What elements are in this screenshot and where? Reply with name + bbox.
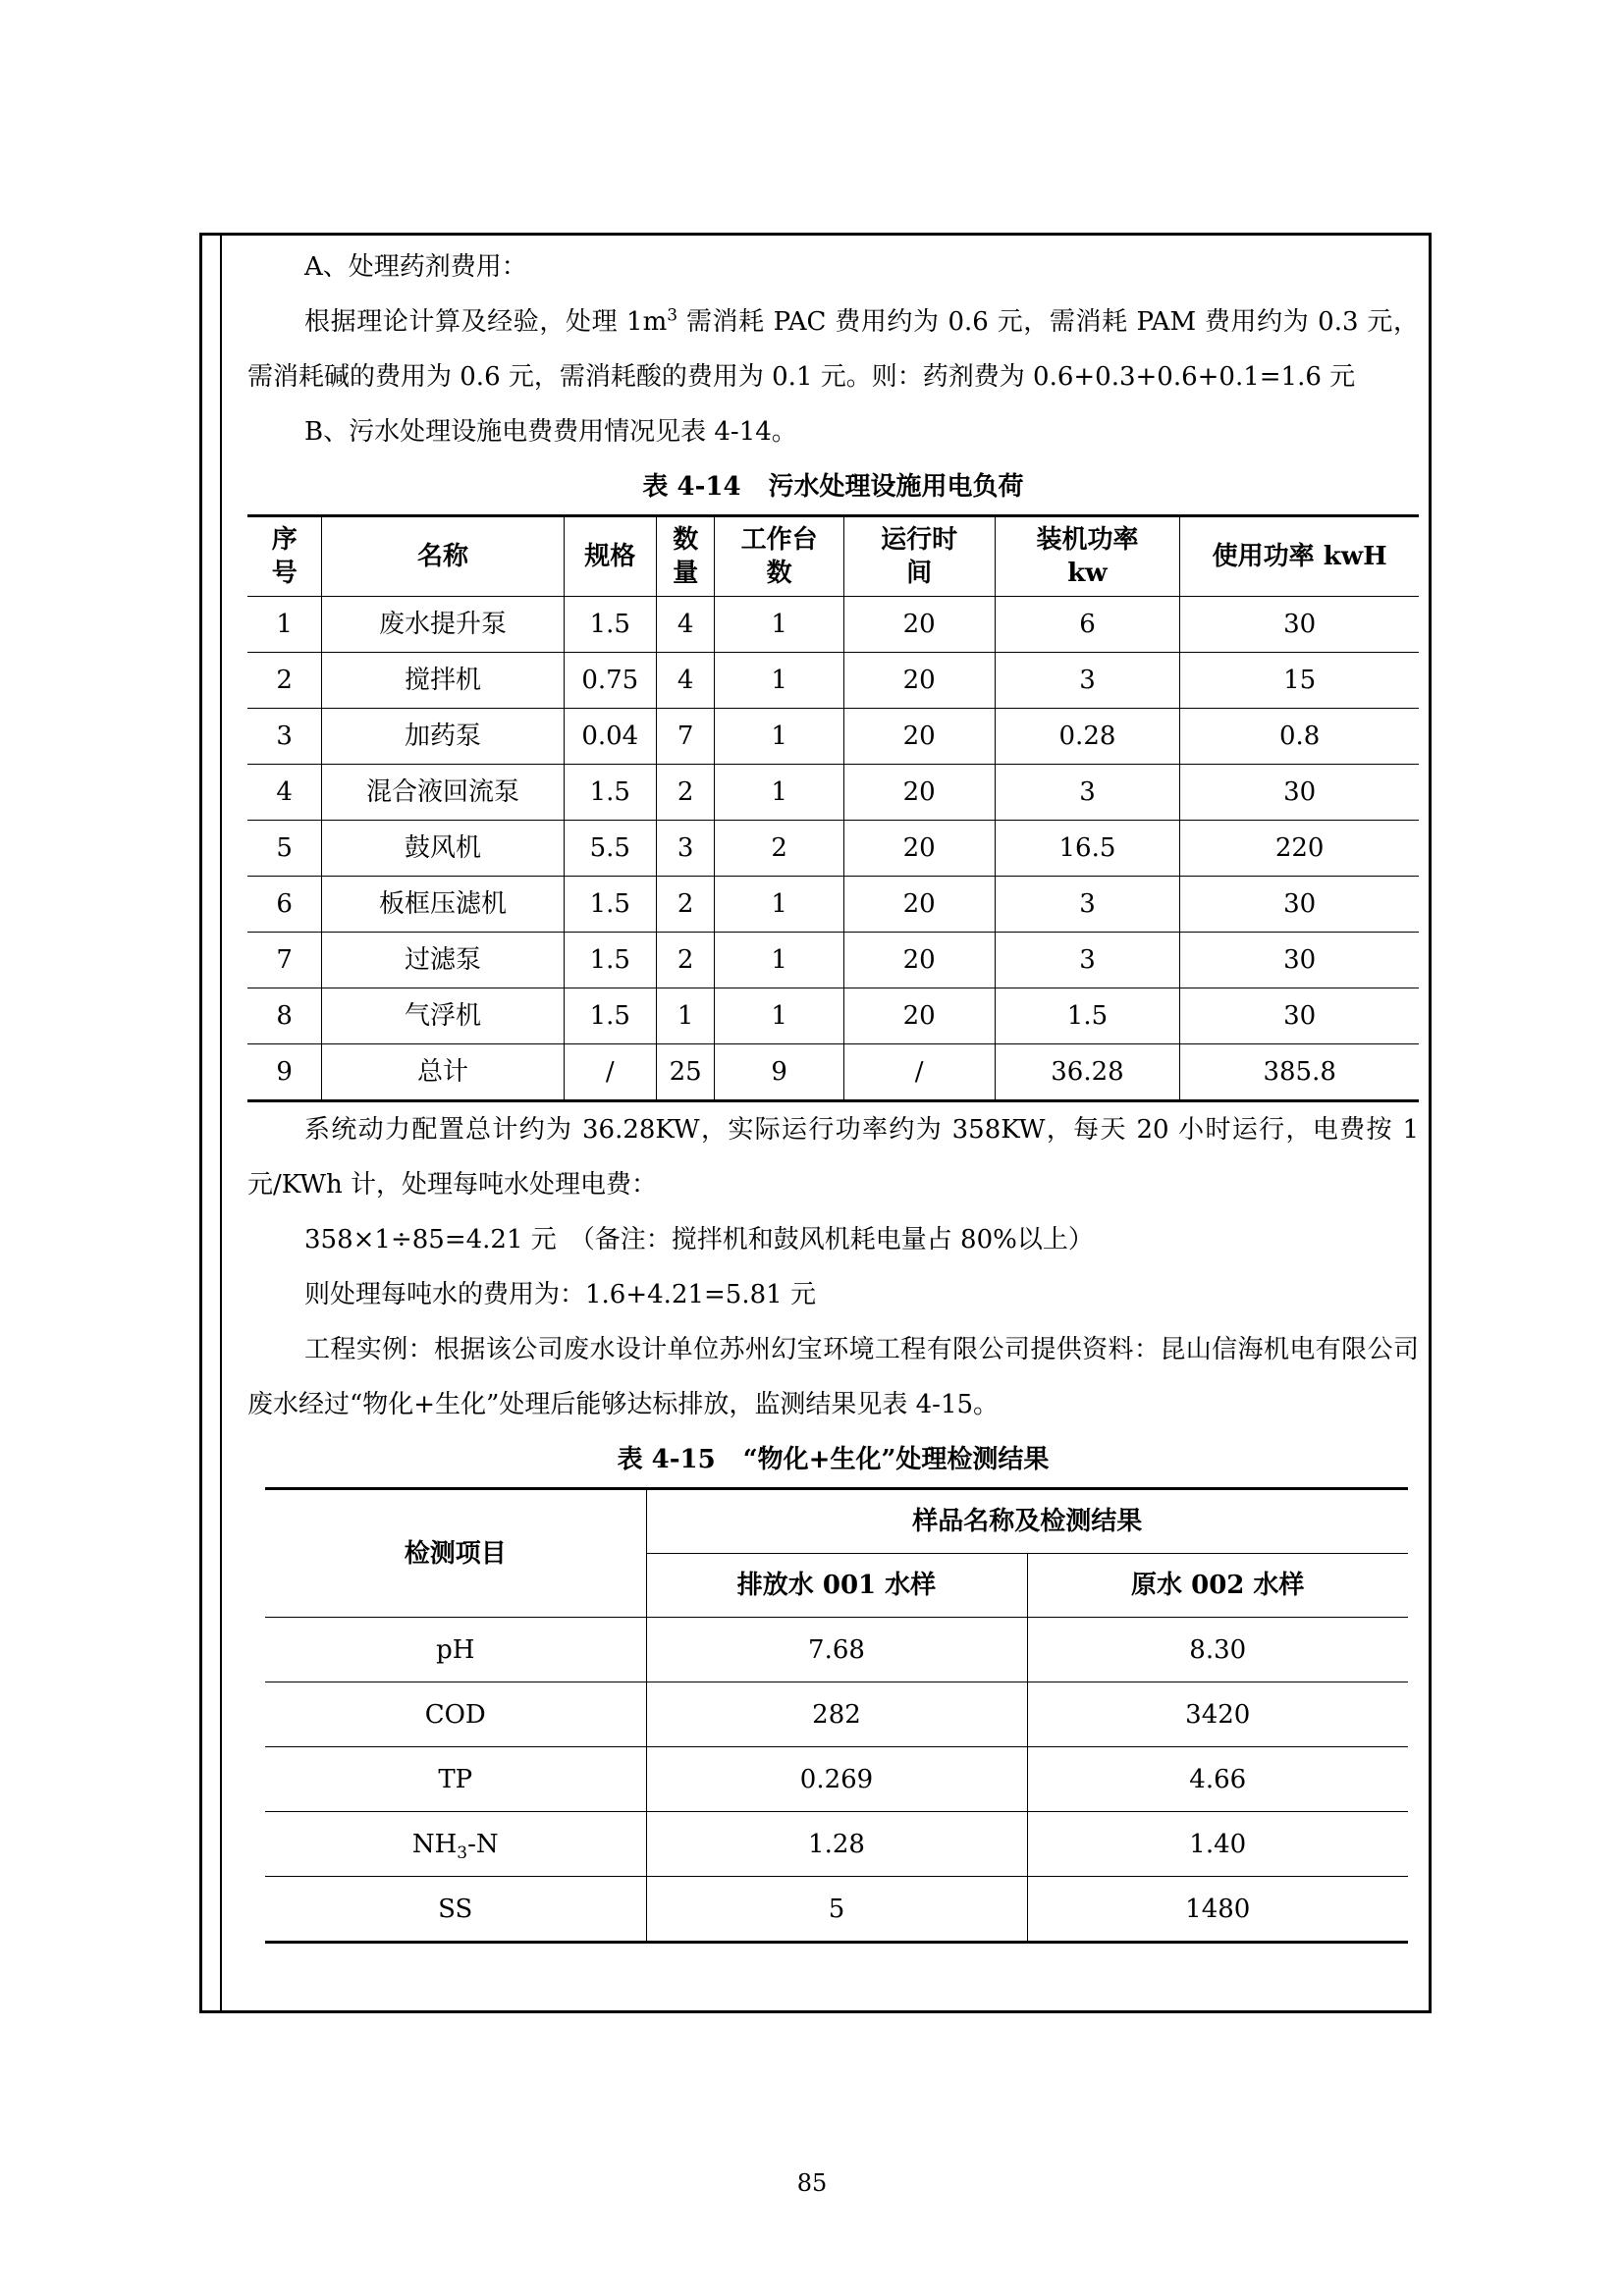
- table15-value-cell: 1480: [1027, 1877, 1408, 1943]
- table15-item-main: NH: [411, 1829, 458, 1859]
- frame-left-rule: [220, 236, 222, 2010]
- table14-cell: 8: [247, 988, 322, 1044]
- table15-value-cell: 7.68: [646, 1618, 1027, 1682]
- table14-cell: 1: [715, 988, 843, 1044]
- table14-cell: /: [564, 1044, 656, 1101]
- table14-cell: 2: [656, 765, 714, 821]
- table15-item-suffix: -N: [467, 1829, 499, 1859]
- table15-header-group: 样品名称及检测结果: [646, 1489, 1408, 1554]
- table14-cell: 3: [995, 933, 1180, 988]
- table14-cell: 6: [995, 597, 1180, 653]
- table14-header-cell: 运行时 间: [843, 516, 995, 597]
- table14-row: [247, 988, 1419, 1044]
- table15-row: [265, 1618, 1408, 1682]
- table15: [265, 1487, 1408, 1944]
- table15-body: [265, 1618, 1408, 1943]
- table14-row: [247, 821, 1419, 877]
- table14-cell: 2: [656, 877, 714, 933]
- table14-cell: 1: [715, 709, 843, 765]
- table14-cell: 1: [715, 653, 843, 709]
- table14-cell: 过滤泵: [322, 933, 564, 988]
- table14-cell: 鼓风机: [322, 821, 564, 877]
- table14-header-cell: 数 量: [656, 516, 714, 597]
- table14-cell: 30: [1180, 877, 1419, 933]
- table15-value-cell: 5: [646, 1877, 1027, 1943]
- table14-cell: 20: [843, 821, 995, 877]
- table14-cell: 4: [656, 597, 714, 653]
- table14-cell: 4: [247, 765, 322, 821]
- table14-cell: 1: [715, 765, 843, 821]
- table15-row: [265, 1747, 1408, 1812]
- table15-caption: [247, 1432, 1419, 1487]
- table15-item-cell: TP: [265, 1747, 646, 1812]
- table14-cell: 15: [1180, 653, 1419, 709]
- table14-cell: 混合液回流泵: [322, 765, 564, 821]
- table14-cell: 加药泵: [322, 709, 564, 765]
- table14-cell: 36.28: [995, 1044, 1180, 1101]
- table14-cell: 板框压滤机: [322, 877, 564, 933]
- table14-row: [247, 933, 1419, 988]
- table15-wrapper: [265, 1487, 1408, 1944]
- table14-cell: 30: [1180, 765, 1419, 821]
- table15-value-cell: 0.269: [646, 1747, 1027, 1812]
- table15-header-col1: 排放水 001 水样: [646, 1554, 1027, 1618]
- section-a-body-part2: 需消耗 PAC 费用约为 0.6 元，需消耗 PAM 费用约为 0.3 元，需消耗碱的费用为 0.6 元，需消耗酸的费用为 0.1 元。则：药剂费为 0.6+0.3+0.6+0.1=1.6 元: [247, 307, 1419, 392]
- table15-value-cell: 4.66: [1027, 1747, 1408, 1812]
- table14-cell: 7: [247, 933, 322, 988]
- table14-row: [247, 1044, 1419, 1101]
- table14-cell: 4: [656, 653, 714, 709]
- table15-value-cell: 282: [646, 1682, 1027, 1747]
- table14-cell: 0.04: [564, 709, 656, 765]
- table14-caption: [247, 459, 1419, 514]
- table15-value-cell: 1.28: [646, 1812, 1027, 1877]
- table14-cell: 1.5: [564, 877, 656, 933]
- table14-caption-no: 表 4-14: [642, 472, 741, 502]
- table14-cell: /: [843, 1044, 995, 1101]
- table14-cell: 16.5: [995, 821, 1180, 877]
- section-b-title: B、污水处理设施电费费用情况见表 4-14。: [304, 417, 797, 447]
- table14-cell: 20: [843, 653, 995, 709]
- table14-cell: 20: [843, 709, 995, 765]
- document-body: [247, 240, 1419, 1944]
- table14-header-cell: 规格: [564, 516, 656, 597]
- table14-row: [247, 653, 1419, 709]
- table14: [247, 514, 1419, 1102]
- table14-header-cell: 名称: [322, 516, 564, 597]
- table15-item-cell: SS: [265, 1877, 646, 1943]
- table14-cell: 2: [656, 933, 714, 988]
- table14-cell: 30: [1180, 988, 1419, 1044]
- table14-cell: 3: [995, 877, 1180, 933]
- table15-item-cell: COD: [265, 1682, 646, 1747]
- section-a-body-part1: 根据理论计算及经验，处理 1m: [304, 307, 668, 337]
- table14-cell: 3: [656, 821, 714, 877]
- table14-cell: 25: [656, 1044, 714, 1101]
- table14-cell: 1.5: [564, 597, 656, 653]
- table14-cell: 9: [715, 1044, 843, 1101]
- electricity-calc: 358×1÷85=4.21 元 （备注：搅拌机和鼓风机耗电量占 80%以上）: [304, 1225, 1094, 1255]
- table14-cell: 1.5: [564, 988, 656, 1044]
- table14-cell: 1: [656, 988, 714, 1044]
- table14-cell: 220: [1180, 821, 1419, 877]
- table15-header-item: 检测项目: [265, 1489, 646, 1618]
- table14-cell: 1: [715, 597, 843, 653]
- table14-cell: 7: [656, 709, 714, 765]
- engineering-example: 工程实例：根据该公司废水设计单位苏州幻宝环境工程有限公司提供资料：昆山信海机电有限公司废水经过“物化+生化”处理后能够达标排放，监测结果见表 4-15。: [247, 1335, 1419, 1419]
- table14-cell: 气浮机: [322, 988, 564, 1044]
- table14-cell: 2: [247, 653, 322, 709]
- table14-cell: 9: [247, 1044, 322, 1101]
- table14-cell: 废水提升泵: [322, 597, 564, 653]
- table14-header-cell: 装机功率 kw: [995, 516, 1180, 597]
- table14-row: [247, 709, 1419, 765]
- table14-row: [247, 765, 1419, 821]
- table14-row: [247, 877, 1419, 933]
- section-a-title: A、处理药剂费用：: [304, 252, 527, 282]
- table14-cell: 1: [247, 597, 322, 653]
- table14-cell: 20: [843, 988, 995, 1044]
- power-summary: 系统动力配置总计约为 36.28KW，实际运行功率约为 358KW，每天 20 小时运行，电费按 1 元/KWh 计，处理每吨水处理电费：: [247, 1115, 1419, 1200]
- table15-caption-no: 表 4-15: [617, 1445, 716, 1474]
- table14-header-cell: 序 号: [247, 516, 322, 597]
- cost-per-ton: 则处理每吨水的费用为：1.6+4.21=5.81 元: [304, 1280, 816, 1309]
- table14-cell: 2: [715, 821, 843, 877]
- table14-cell: 30: [1180, 597, 1419, 653]
- table14-cell: 20: [843, 933, 995, 988]
- table14-header-cell: 工作台 数: [715, 516, 843, 597]
- table15-row: [265, 1682, 1408, 1747]
- table14-cell: 0.8: [1180, 709, 1419, 765]
- table14-cell: 1.5: [995, 988, 1180, 1044]
- table14-header-row: [247, 516, 1419, 597]
- table14-cell: 3: [995, 653, 1180, 709]
- table15-value-cell: 8.30: [1027, 1618, 1408, 1682]
- section-a-body: [247, 294, 1419, 404]
- table14-cell: 搅拌机: [322, 653, 564, 709]
- table14-cell: 20: [843, 597, 995, 653]
- table14-cell: 1.5: [564, 765, 656, 821]
- table15-row: [265, 1877, 1408, 1943]
- section-a-body-sup: 3: [667, 305, 678, 326]
- table14-header-cell: 使用功率 kwH: [1180, 516, 1419, 597]
- table15-value-cell: 3420: [1027, 1682, 1408, 1747]
- table15-header-col2: 原水 002 水样: [1027, 1554, 1408, 1618]
- table14-cell: 30: [1180, 933, 1419, 988]
- table15-item-cell: [265, 1812, 646, 1877]
- table15-item-cell: pH: [265, 1618, 646, 1682]
- table14-cell: 总计: [322, 1044, 564, 1101]
- table14-cell: 5.5: [564, 821, 656, 877]
- table15-row: [265, 1812, 1408, 1877]
- table14-cell: 1: [715, 877, 843, 933]
- table15-header-row-1: [265, 1489, 1408, 1554]
- table15-item-subscript: 3: [457, 1842, 468, 1863]
- table15-caption-title: “物化+生化”处理检测结果: [742, 1445, 1050, 1474]
- table14-cell: 385.8: [1180, 1044, 1419, 1101]
- table14-cell: 0.28: [995, 709, 1180, 765]
- table14-cell: 6: [247, 877, 322, 933]
- table14-cell: 5: [247, 821, 322, 877]
- table14-cell: 1.5: [564, 933, 656, 988]
- table14-row: [247, 597, 1419, 653]
- table14-cell: 20: [843, 765, 995, 821]
- table14-body: [247, 597, 1419, 1101]
- table15-value-cell: 1.40: [1027, 1812, 1408, 1877]
- table14-cell: 3: [247, 709, 322, 765]
- table14-cell: 0.75: [564, 653, 656, 709]
- page-number: 85: [796, 2169, 828, 2197]
- table14-caption-title: 污水处理设施用电负荷: [768, 472, 1024, 502]
- table14-cell: 1: [715, 933, 843, 988]
- table14-cell: 3: [995, 765, 1180, 821]
- table14-cell: 20: [843, 877, 995, 933]
